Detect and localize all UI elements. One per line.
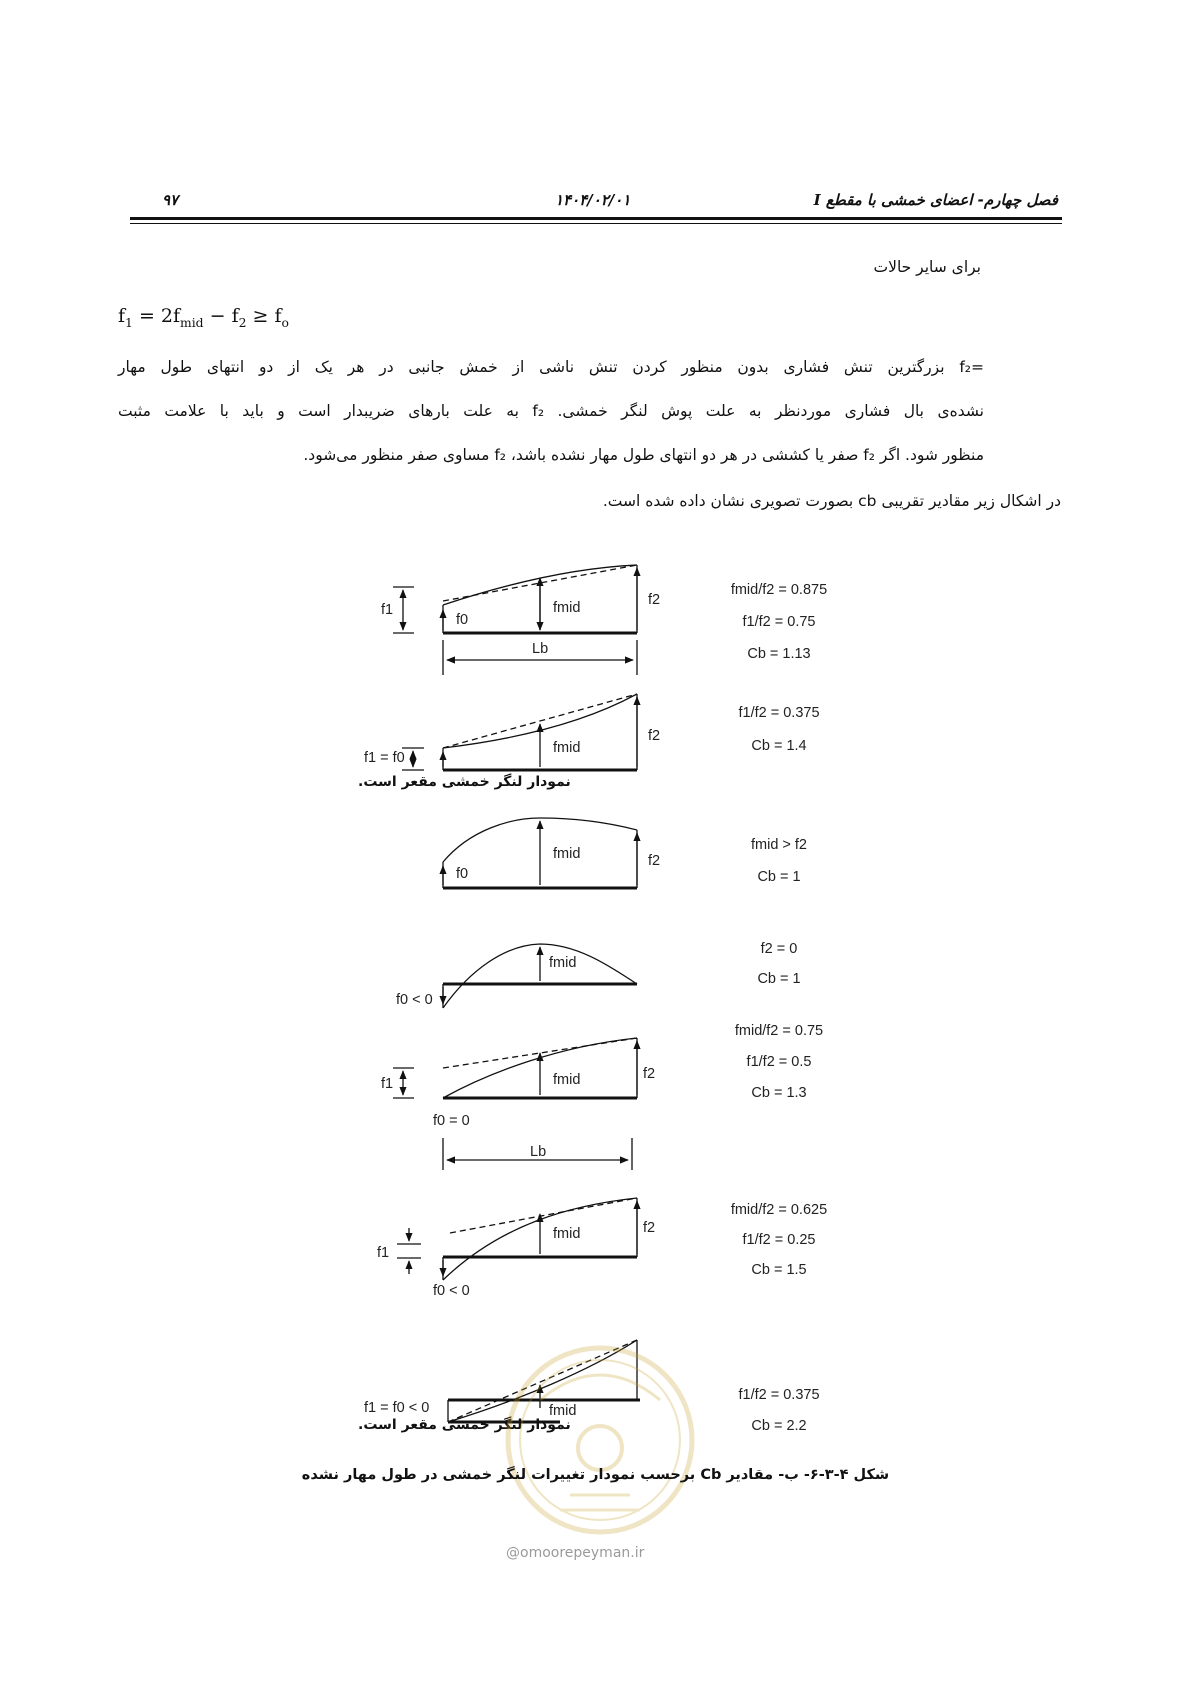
chapter-title-symbol: I [813, 191, 821, 209]
p1-f0-label: f0 [456, 612, 469, 628]
formula: $f_1 = 2f_{mid} - f_2 \ge f_o$ [118, 305, 289, 330]
p7-fmid-label: fmid [549, 1403, 577, 1419]
p4-f0-label: f0 < 0 [396, 992, 433, 1008]
panel-3-diagram [443, 818, 637, 888]
panel-1-values [714, 574, 844, 670]
p3-value-1: fmid > f2 [750, 837, 807, 853]
p6-f1-label: f1 [377, 1245, 390, 1261]
p3-value-2: Cb = 1 [757, 869, 801, 885]
p3-f2-label: f2 [648, 853, 661, 869]
p3-f0-label: f0 [456, 866, 469, 882]
p6-value-2: f1/f2 = 0.25 [742, 1232, 816, 1248]
p6-f2-label: f2 [643, 1220, 656, 1236]
p5-lb-label: Lb [530, 1144, 547, 1160]
p2-value-1: f1/f2 = 0.375 [738, 705, 820, 721]
p2-value-2: Cb = 1.4 [751, 738, 807, 754]
panel-7-values [714, 1380, 844, 1442]
panel-5-values [714, 1016, 844, 1109]
panel-2-values [714, 697, 844, 763]
definition-line-2: نشده‌ی بال فشاری موردنظر به علت پوش لنگر خمشی. f₂ به علت بارهای ضریبدار است و باید با علامت مثبت [118, 402, 984, 420]
panel-4-values [714, 934, 844, 994]
p6-value-1: fmid/f2 = 0.625 [730, 1202, 828, 1218]
p6-value-3: Cb = 1.5 [751, 1262, 807, 1278]
p1-fmid-label: fmid [553, 600, 581, 616]
watermark-url: @omoorepeyman.ir [506, 1545, 645, 1561]
p6-f0-label: f0 < 0 [433, 1283, 470, 1299]
p4-value-1: f2 = 0 [760, 941, 798, 957]
panel-4-diagram [443, 944, 637, 1008]
p4-fmid-label: fmid [549, 955, 577, 971]
panel-5-diagram [393, 1038, 637, 1170]
intro-line: برای سایر حالات [873, 258, 981, 276]
figure-intro: در اشکال زیر مقادیر تقریبی cb بصورت تصویری نشان داده شده است. [602, 492, 1061, 510]
panel-2-diagram [402, 694, 637, 770]
p7-f1f0-label: f1 = f0 < 0 [364, 1400, 430, 1416]
p1-value-1: fmid/f2 = 0.875 [730, 582, 828, 598]
panel-6-diagram [397, 1198, 637, 1280]
p1-lb-label: Lb [532, 641, 549, 657]
p5-value-1: fmid/f2 = 0.75 [734, 1023, 824, 1039]
p5-f0-label: f0 = 0 [433, 1113, 470, 1129]
figure-caption: شکل ۴-۳-۶- ب- مقادیر Cb برحسب نمودار تغییرات لنگر خمشی در طول مهار نشده [301, 1467, 890, 1483]
p7-value-1: f1/f2 = 0.375 [738, 1387, 820, 1403]
p5-value-2: f1/f2 = 0.5 [746, 1054, 812, 1070]
p6-fmid-label: fmid [553, 1226, 581, 1242]
page-number: ۹۷ [162, 191, 179, 209]
p1-f2-label: f2 [648, 592, 661, 608]
p2-concave-note: نمودار لنگر خمشی مقعر است. [358, 774, 571, 790]
chapter-title-text: فصل چهارم- اعضای خمشی با مقطع [825, 191, 1058, 209]
panel-6-values [714, 1195, 844, 1285]
panel-3-values [714, 829, 844, 893]
header-date: ۱۴۰۴/۰۲/۰۱ [555, 191, 631, 209]
p2-f1f0-label: f1 = f0 [364, 750, 405, 766]
p5-value-3: Cb = 1.3 [751, 1085, 807, 1101]
watermark-seal [500, 1330, 700, 1550]
p7-value-2: Cb = 2.2 [751, 1418, 807, 1434]
p2-f2-label: f2 [648, 728, 661, 744]
p5-f2-label: f2 [643, 1066, 656, 1082]
p1-value-2: f1/f2 = 0.75 [742, 614, 816, 630]
p2-fmid-label: fmid [553, 740, 581, 756]
p4-value-2: Cb = 1 [757, 971, 801, 987]
definition-line-1: =f₂ بزرگترین تنش فشاری بدون منظور کردن تنش ناشی از خمش جانبی در هر یک از دو انتهای طول مهار [118, 358, 984, 376]
panel-1-diagram [393, 565, 637, 675]
p3-fmid-label: fmid [553, 846, 581, 862]
definition-line-3: منظور شود. اگر f₂ صفر یا کششی در هر دو انتهای طول مهار نشده باشد، f₂ مساوی صفر منظور می‌شود. [303, 446, 984, 464]
p7-concave-note: نمودار لنگر خمشی مقعر است. [358, 1417, 571, 1433]
p1-f1-label: f1 [381, 602, 394, 618]
p1-value-3: Cb = 1.13 [747, 646, 811, 662]
p5-f1-label: f1 [381, 1076, 394, 1092]
p5-fmid-label: fmid [553, 1072, 581, 1088]
